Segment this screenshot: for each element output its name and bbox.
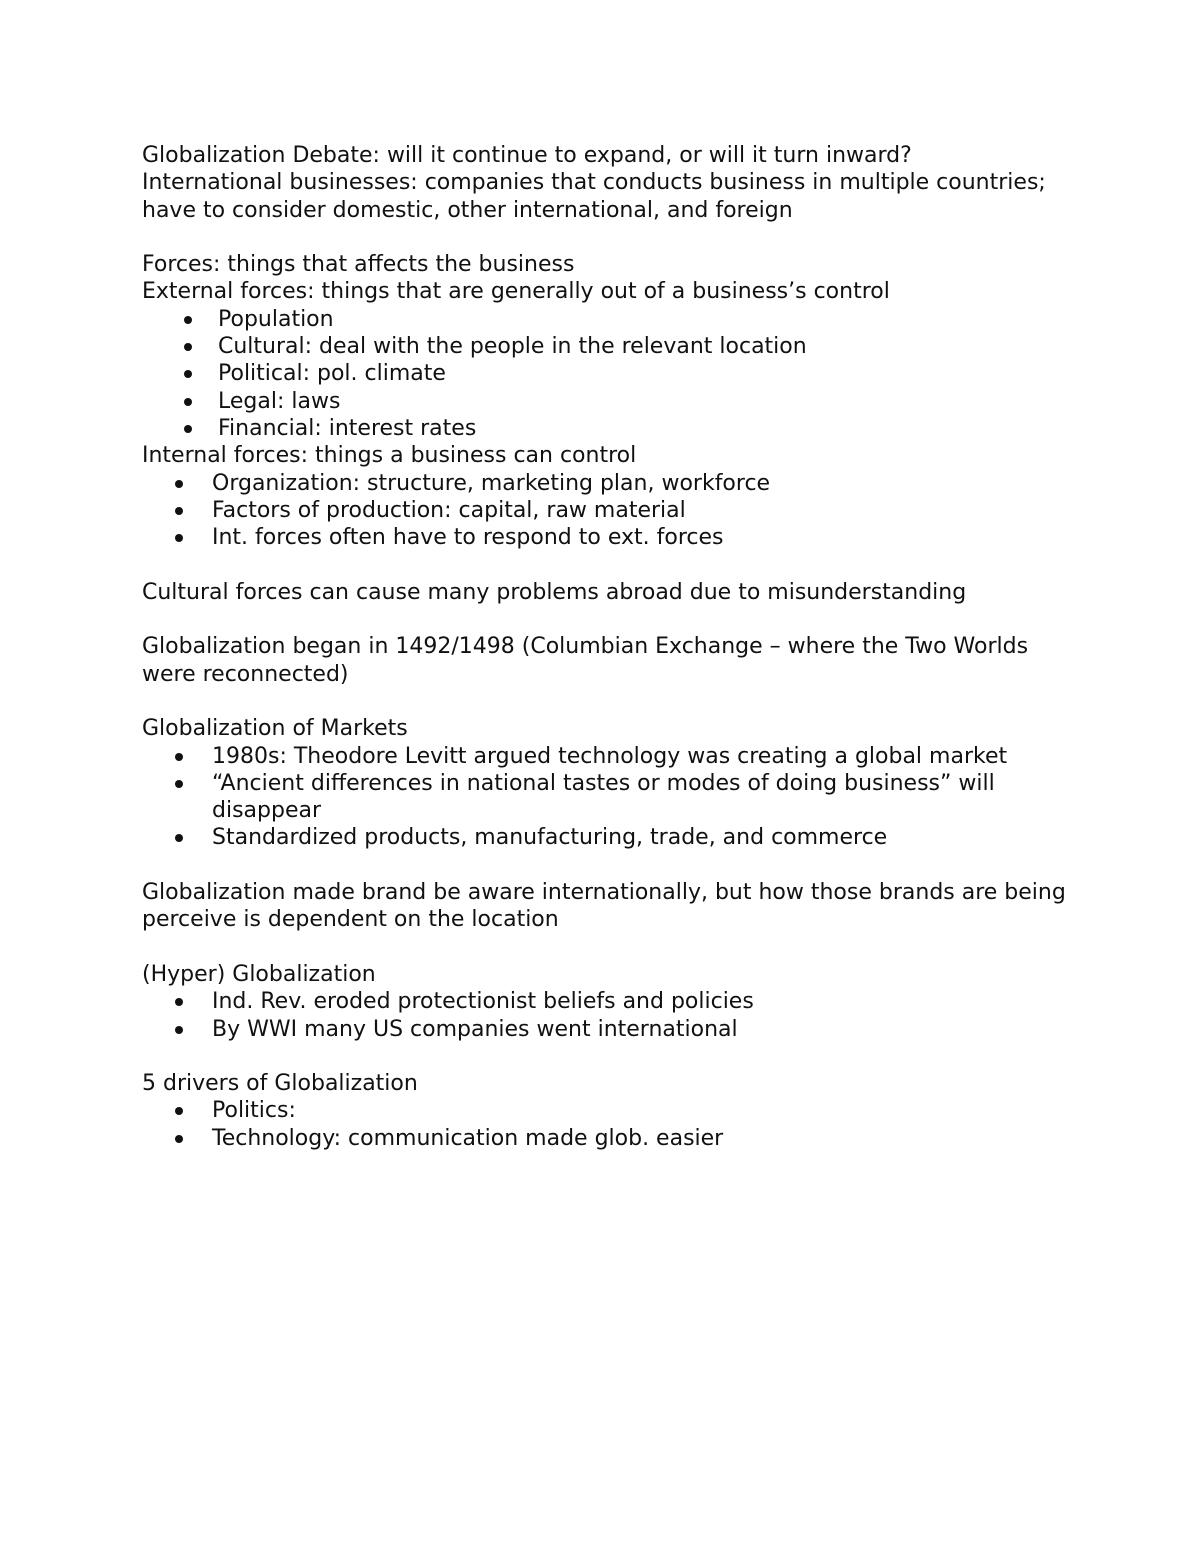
debate-line: Globalization Debate: will it continue to expand, or will it turn inward? bbox=[142, 143, 912, 168]
bullet-icon bbox=[175, 834, 183, 842]
bullet-icon bbox=[175, 998, 183, 1006]
external-forces-list bbox=[142, 306, 1072, 442]
markets-list bbox=[142, 743, 1072, 852]
bullet-icon bbox=[184, 398, 192, 406]
list-item: Factors of production: capital, raw material bbox=[142, 497, 1072, 524]
bullet-icon bbox=[175, 1026, 183, 1034]
markets-heading: Globalization of Markets bbox=[142, 716, 408, 742]
forces-definition: Forces: things that affects the business bbox=[142, 252, 575, 278]
spacer bbox=[142, 852, 1072, 879]
list-item: Politics: bbox=[142, 1097, 1072, 1124]
hyper-globalization-heading: (Hyper) Globalization bbox=[142, 961, 376, 987]
bullet-icon bbox=[184, 425, 192, 433]
spacer bbox=[142, 551, 1072, 578]
list-item: By WWI many US companies went international bbox=[142, 1016, 1072, 1043]
internal-forces-heading: Internal forces: things a business can control bbox=[142, 443, 637, 469]
spacer bbox=[142, 606, 1072, 633]
list-item: “Ancient differences in national tastes or modes of doing business” will disappear bbox=[142, 770, 1072, 825]
list-item: Cultural: deal with the people in the relevant location bbox=[142, 333, 1072, 360]
international-businesses-line: International businesses: companies that conducts business in multiple countries; have to consider domestic, other international, and foreign bbox=[142, 170, 1046, 223]
list-item: Ind. Rev. eroded protectionist beliefs and policies bbox=[142, 988, 1072, 1015]
list-item: Financial: interest rates bbox=[142, 415, 1072, 442]
bullet-icon bbox=[175, 753, 183, 761]
spacer bbox=[142, 688, 1072, 715]
spacer bbox=[142, 1043, 1072, 1070]
bullet-icon bbox=[175, 1107, 183, 1115]
drivers-list bbox=[142, 1097, 1072, 1152]
bullet-icon bbox=[175, 534, 183, 542]
bullet-icon bbox=[175, 780, 183, 788]
list-item: Population bbox=[142, 306, 1072, 333]
document-page bbox=[142, 142, 1072, 1152]
list-item: Standardized products, manufacturing, trade, and commerce bbox=[142, 824, 1072, 851]
spacer bbox=[142, 224, 1072, 251]
bullet-icon bbox=[175, 507, 183, 515]
spacer bbox=[142, 934, 1072, 961]
list-item: Int. forces often have to respond to ext. forces bbox=[142, 524, 1072, 551]
list-item: 1980s: Theodore Levitt argued technology was creating a global market bbox=[142, 743, 1072, 770]
list-item: Political: pol. climate bbox=[142, 360, 1072, 387]
list-item: Legal: laws bbox=[142, 388, 1072, 415]
bullet-icon bbox=[175, 480, 183, 488]
bullet-icon bbox=[184, 370, 192, 378]
hyper-globalization-list bbox=[142, 988, 1072, 1043]
bullet-icon bbox=[175, 1135, 183, 1143]
bullet-icon bbox=[184, 343, 192, 351]
internal-forces-list bbox=[142, 470, 1072, 552]
drivers-heading: 5 drivers of Globalization bbox=[142, 1071, 418, 1097]
external-forces-heading: External forces: things that are generally out of a business’s control bbox=[142, 279, 890, 305]
list-item: Technology: communication made glob. easier bbox=[142, 1125, 1072, 1152]
cultural-forces-note: Cultural forces can cause many problems abroad due to misunderstanding bbox=[142, 579, 967, 605]
brand-note: Globalization made brand be aware internationally, but how those brands are being perceive is dependent on the location bbox=[142, 880, 1066, 933]
list-item: Organization: structure, marketing plan, workforce bbox=[142, 470, 1072, 497]
bullet-icon bbox=[184, 316, 192, 324]
globalization-began-note: Globalization began in 1492/1498 (Columbian Exchange – where the Two Worlds were reconnected) bbox=[142, 634, 1029, 687]
